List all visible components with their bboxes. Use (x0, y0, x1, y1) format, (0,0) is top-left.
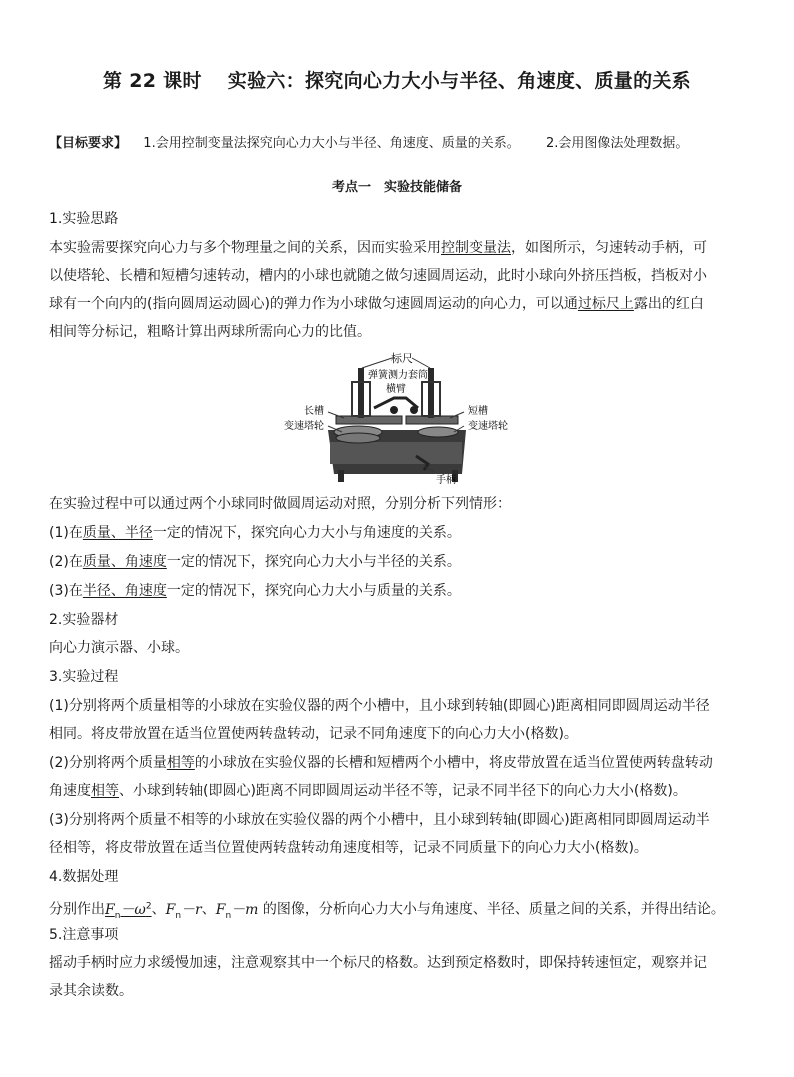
formula-fn-r (165, 901, 202, 921)
label-long-slot: 长槽 (304, 406, 324, 417)
s3-heading: 3.实验过程 (49, 669, 119, 685)
underlined-term: 过标尺上 (577, 296, 634, 312)
underlined-term: 质量、角速度 (82, 554, 167, 570)
underlined-term: 控制变量法 (441, 240, 511, 256)
s2-text: 向心力演示器、小球。 (49, 640, 189, 656)
goals-line (49, 134, 688, 154)
label-sleeve: 弹簧测力套筒 (368, 370, 428, 381)
label-left-pulley: 变速塔轮 (284, 421, 324, 432)
s3-step-2-line-1 (49, 753, 713, 773)
goal-item-2: 2.会用图像法处理数据。 (545, 136, 689, 151)
label-short-slot: 短槽 (468, 406, 488, 417)
s2-heading: 2.实验器材 (49, 612, 119, 628)
s5-line-2: 录其余读数。 (49, 983, 133, 999)
text-run: 的小球放在实验仪器的长槽和短槽两个小槽中，将皮带放置在适当位置使两转盘转动 (194, 755, 713, 771)
math-subscript: n (114, 910, 121, 921)
text-run: (3)在 (49, 583, 83, 599)
text-run: 角速度 (49, 783, 91, 799)
s5-heading: 5.注意事项 (49, 927, 119, 943)
text-run: ，如图所示，匀速转动手柄，可 (511, 240, 707, 256)
math-symbol: F (215, 901, 226, 918)
math-symbol: F (105, 901, 115, 918)
formula-fn-omega (105, 901, 152, 921)
s3-step-3-line-2: 径相等，将皮带放置在适当位置使两转盘转动角速度相等，记录不同质量下的向心力大小(格数)。 (49, 840, 648, 856)
underlined-term: 半径、角速度 (82, 583, 167, 599)
text-run: 本实验需要探究向心力与多个物理量之间的关系，因而实验采用 (49, 240, 441, 256)
case-2 (49, 552, 461, 572)
text-run: 球有一个向内的(指向圆周运动圆心)的弹力作为小球做匀速圆周运动的向心力，可以通 (49, 296, 578, 312)
underlined-term: 相等 (166, 755, 195, 771)
apparatus-leg (338, 470, 344, 482)
label-arm: 横臂 (386, 384, 406, 395)
s3-step-3-line-1: (3)分别将两个质量不相等的小球放在实验仪器的两个小槽中，且小球到转轴(即圆心)距离相同即圆周运动半 (49, 812, 710, 828)
text-run: (2)在 (49, 554, 83, 570)
s1-paragraph-line-1 (49, 238, 707, 258)
s5-line-1: 摇动手柄时应力求缓慢加速，注意观察其中一个标尺的格数。达到预定格数时，即保持转速恒定，观察并记 (49, 955, 707, 971)
text-run: 、小球到转轴(即圆心)距离不同即圆周运动半径不等，记录不同半径下的向心力大小(格数)。 (119, 783, 687, 799)
cross-arm (374, 398, 418, 408)
text-run: 露出的红白 (633, 296, 704, 312)
underlined-term: 相等 (91, 783, 119, 799)
right-scale (428, 368, 434, 418)
goal-item-1: 1.会用控制变量法探究向心力大小与半径、角速度、质量的关系。 (143, 136, 520, 151)
s1-paragraph-line-3 (49, 294, 704, 314)
s4-heading: 4.数据处理 (49, 869, 119, 885)
case-1 (49, 523, 461, 543)
text-run: 一定的情况下，探究向心力大小与半径的关系。 (166, 554, 461, 570)
math-subscript: n (175, 910, 182, 921)
leader-line (412, 358, 430, 368)
s3-step-1-line-1: (1)分别将两个质量相等的小球放在实验仪器的两个小槽中，且小球到转轴(即圆心)距离相同即圆周运动半径 (49, 698, 710, 714)
math-subscript: n (225, 910, 232, 921)
page-title (0, 66, 794, 93)
s1-paragraph-line-2: 以使塔轮、长槽和短槽匀速转动，槽内的小球也就随之做匀速圆周运动，此时小球向外挤压挡板，挡板对小 (49, 268, 707, 284)
text-run: 一定的情况下，探究向心力大小与角速度的关系。 (152, 525, 461, 541)
text-run: 、 (151, 901, 166, 918)
s1-heading: 1.实验思路 (49, 211, 119, 227)
case-3 (49, 581, 461, 601)
text-run: 、 (201, 901, 216, 918)
s3-step-2-line-2 (49, 781, 687, 801)
leader-line (362, 358, 392, 368)
math-symbol: －ω (120, 901, 146, 918)
text-run: 一定的情况下，探究向心力大小与质量的关系。 (166, 583, 461, 599)
cases-intro: 在实验过程中可以通过两个小球同时做圆周运动对照，分别分析下列情形： (49, 496, 511, 512)
right-pulley (418, 427, 458, 437)
text-run: 分别作出 (49, 901, 105, 918)
section-heading: 考点一 实验技能储备 (331, 180, 462, 195)
label-handle: 手柄 (436, 475, 456, 486)
lesson-topic: 实验六：探究向心力大小与半径、角速度、质量的关系 (227, 70, 691, 92)
text-run: 的图像，分析向心力大小与角速度、半径、质量之间的关系，并得出结论。 (258, 901, 725, 918)
math-symbol: F (165, 901, 176, 918)
s4-text (49, 896, 725, 925)
text-run: (1)在 (49, 525, 83, 541)
apparatus-housing (330, 442, 462, 464)
label-right-pulley: 变速塔轮 (468, 421, 508, 432)
lesson-number: 第 22 课时 (103, 70, 202, 92)
s1-paragraph-line-4: 相间等分标记，粗略计算出两球所需向心力的比值。 (49, 324, 371, 340)
formula-fn-m (215, 901, 259, 921)
math-superscript: 2 (145, 901, 152, 911)
long-slot (336, 416, 402, 424)
label-scale: 标尺 (391, 352, 413, 365)
centripetal-force-apparatus-figure (266, 352, 526, 488)
left-pulley-tier (336, 433, 380, 443)
text-run: (2)分别将两个质量 (49, 755, 167, 771)
left-scale (358, 368, 364, 418)
ball (390, 406, 398, 414)
s3-step-1-line-2: 相同。将皮带放置在适当位置使两转盘转动，记录不同角速度下的向心力大小(格数)。 (49, 726, 578, 742)
ball (410, 406, 418, 414)
underlined-term: 质量、半径 (82, 525, 153, 541)
goals-label: 【目标要求】 (49, 136, 128, 151)
math-symbol: －r (181, 901, 202, 918)
math-symbol: －m (231, 901, 259, 918)
